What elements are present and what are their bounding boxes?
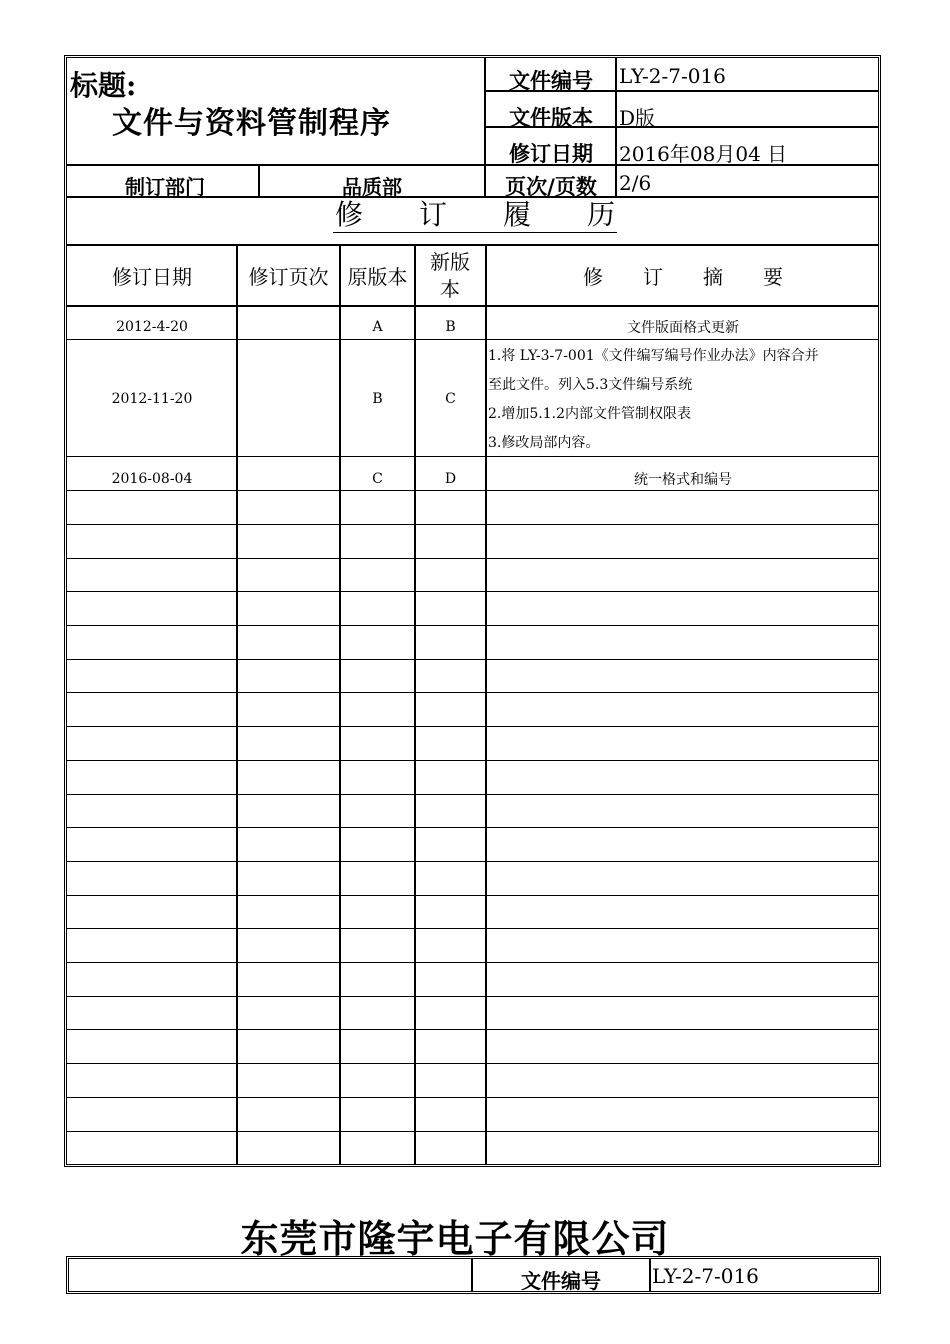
row-rule xyxy=(67,861,879,862)
column-rule xyxy=(485,244,487,1164)
row-1-date: 2012-4-20 xyxy=(116,319,188,335)
row-2-page xyxy=(238,341,339,456)
version-label: 文件版本 xyxy=(509,105,593,130)
row-2-summary xyxy=(488,342,878,458)
row-rule xyxy=(67,996,879,997)
row-rule xyxy=(67,1097,879,1098)
revision-date-label: 修订日期 xyxy=(509,141,593,166)
row-rule xyxy=(67,692,879,693)
rule xyxy=(615,58,617,196)
footer-doc-number-value: LY-2-7-016 xyxy=(652,1264,759,1288)
row-2-summary-line: 3.修改局部内容。 xyxy=(488,435,600,451)
row-3-old-version: C xyxy=(372,471,383,487)
row-rule xyxy=(67,659,879,660)
document-title: 文件与资料管制程序 xyxy=(112,106,391,141)
row-rule xyxy=(67,726,879,727)
row-2-date: 2012-11-20 xyxy=(111,390,193,407)
row-rule xyxy=(67,625,879,626)
row-rule xyxy=(67,794,879,795)
row-rule xyxy=(67,928,879,929)
revision-history-title-text: 修 订 履 历 xyxy=(334,198,615,231)
department-value: 品质部 xyxy=(342,175,402,199)
revision-date-value: 2016年08月04 日 xyxy=(619,142,788,166)
row-rule xyxy=(67,558,879,559)
column-header-page: 修订页次 xyxy=(248,265,329,289)
row-rule xyxy=(67,895,879,896)
row-3-new-version: D xyxy=(444,471,457,487)
rule xyxy=(484,58,486,196)
revision-history-title xyxy=(70,198,880,233)
title-label: 标题: xyxy=(70,69,137,102)
column-header-date: 修订日期 xyxy=(112,265,192,289)
page-value: 2/6 xyxy=(619,171,652,195)
row-rule xyxy=(67,591,879,592)
row-1-new-version: B xyxy=(445,319,456,335)
row-3-page xyxy=(238,465,339,493)
row-1-page xyxy=(238,313,339,341)
rule xyxy=(67,305,879,307)
row-rule xyxy=(67,1063,879,1064)
version-value: D版 xyxy=(619,106,656,130)
page-label: 页次/页数 xyxy=(505,174,597,199)
row-1-old-version: A xyxy=(372,319,383,335)
row-rule xyxy=(67,1131,879,1132)
row-2-new-version: C xyxy=(445,390,456,407)
row-rule xyxy=(67,827,879,828)
column-header-old-version: 原版本 xyxy=(347,265,408,289)
row-rule xyxy=(67,760,879,761)
row-3-summary: 统一格式和编号 xyxy=(634,472,732,488)
doc-number-value: LY-2-7-016 xyxy=(619,64,726,88)
row-rule xyxy=(67,1029,879,1030)
row-rule xyxy=(67,962,879,963)
column-header-summary: 修 订 摘 要 xyxy=(583,265,783,289)
company-name: 东莞市隆宇电子有限公司 xyxy=(240,1216,670,1261)
department-label: 制订部门 xyxy=(125,175,205,199)
doc-number-label: 文件编号 xyxy=(509,68,593,93)
row-3-date: 2016-08-04 xyxy=(111,471,193,487)
row-1-summary: 文件版面格式更新 xyxy=(627,320,739,336)
row-2-summary-line: 至此文件。列入5.3文件编号系统 xyxy=(488,377,693,393)
row-2-summary-line: 1.将 LY-3-7-001《文件编写编号作业办法》内容合并 xyxy=(488,348,819,364)
column-header-new-version: 新版本 xyxy=(430,249,470,301)
footer-doc-number-label: 文件编号 xyxy=(521,1269,601,1293)
row-2-summary-line: 2.增加5.1.2内部文件管制权限表 xyxy=(488,406,691,422)
row-2-old-version: B xyxy=(372,390,383,407)
row-rule xyxy=(67,524,879,525)
